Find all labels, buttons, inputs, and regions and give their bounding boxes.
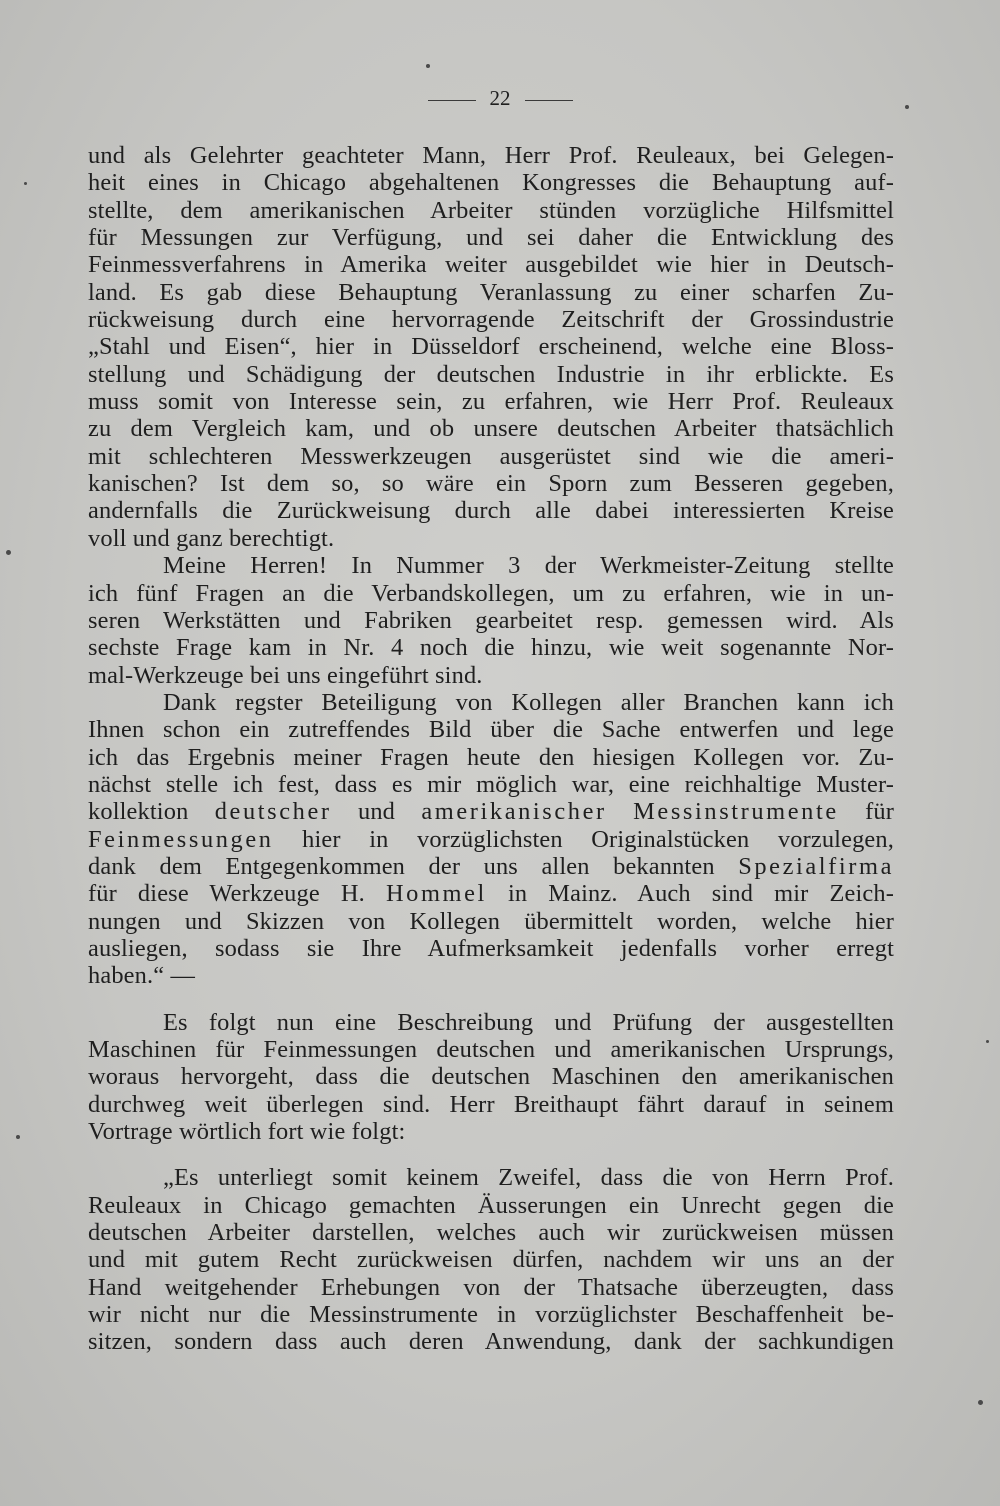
paragraph-1 (88, 142, 894, 552)
text-line: zu dem Vergleich kam, und ob unsere deutschen Arbeiter thatsächlich (88, 415, 894, 443)
text-line: für Messungen zur Verfügung, und sei daher die Entwicklung des (88, 224, 894, 252)
paragraph-4 (88, 1009, 894, 1146)
text-line: haben.“ — (88, 962, 195, 990)
text-line: stellung und Schädigung der deutschen Industrie in ihr erblickte. Es (88, 360, 894, 388)
text-line: durchweg weit überlegen sind. Herr Breithaupt fährt darauf in seinem (88, 1090, 894, 1118)
text-line: Feinmessungen hier in vorzüglichsten Originalstücken vorzulegen, (88, 825, 894, 853)
text-line: heit eines in Chicago abgehaltenen Kongresses die Behauptung auf- (88, 169, 894, 197)
scan-speck (426, 64, 430, 68)
text-line: woraus hervorgeht, dass die deutschen Maschinen den amerikanischen (88, 1063, 894, 1091)
text-line: Feinmessverfahrens in Amerika weiter ausgebildet wie hier in Deutsch- (88, 251, 894, 279)
text-line: und als Gelehrter geachteter Mann, Herr Prof. Reuleaux, bei Gelegen- (88, 142, 894, 169)
text-line: sechste Frage kam in Nr. 4 noch die hinzu, wie weit sogenannte Nor- (88, 634, 894, 662)
page-header (0, 84, 1000, 112)
text-line: Meine Herren! In Nummer 3 der Werkmeister-Zeitung stellte (163, 552, 894, 580)
text-line: Vortrage wörtlich fort wie folgt: (88, 1118, 406, 1146)
scan-speck (6, 550, 11, 555)
emphasized-word: Spezialfirma (738, 852, 894, 880)
text-line: Dank regster Beteiligung von Kollegen aller Branchen kann ich (163, 688, 894, 716)
paragraph-3 (88, 689, 894, 990)
body-text (88, 142, 894, 1356)
emphasized-word: amerikanischer (421, 798, 607, 826)
text-line: nächst stelle ich fest, dass es mir möglich war, eine reichhaltige Muster- (88, 770, 894, 798)
text-line: land. Es gab diese Behauptung Veranlassung zu einer scharfen Zu- (88, 278, 894, 306)
scan-speck (24, 182, 27, 185)
header-rule-right (525, 100, 573, 101)
text-line: deutschen Arbeiter darstellen, welches auch wir zurückweisen müssen (88, 1219, 894, 1247)
text-line: und mit gutem Recht zurückweisen dürfen, nachdem wir uns an der (88, 1246, 894, 1274)
text-line: muss somit von Interesse sein, zu erfahren, wie Herr Prof. Reuleaux (88, 388, 894, 416)
emphasized-word: Feinmessungen (88, 825, 274, 853)
text-line: für diese Werkzeuge H. Hommel in Mainz. Auch sind mir Zeich- (88, 880, 894, 908)
text-line: sitzen, sondern dass auch deren Anwendung, dank der sachkundigen (88, 1328, 894, 1356)
text-line: Maschinen für Feinmessungen deutschen und amerikanischen Ursprungs, (88, 1036, 894, 1063)
emphasized-word: Messinstrumente (633, 798, 839, 826)
text-line: „Stahl und Eisen“, hier in Düsseldorf erscheinend, welche eine Bloss- (88, 333, 894, 361)
text-line: Reuleaux in Chicago gemachten Äusserungen ein Unrecht gegen die (88, 1191, 894, 1219)
text-line: stellte, dem amerikanischen Arbeiter stünden vorzügliche Hilfsmittel (88, 196, 894, 224)
text-line: Ihnen schon ein zutreffendes Bild über die Sache entwerfen und lege (88, 716, 894, 744)
page-number: 22 (489, 86, 511, 110)
text-line: kollektion deutscher und amerikanischer Messinstrumente für (88, 798, 895, 826)
text-line: dank dem Entgegenkommen der uns allen bekannten Spezialfirma (88, 852, 894, 880)
text-line: ausliegen, sodass sie Ihre Aufmerksamkeit jedenfalls vorher erregt (88, 934, 894, 962)
text-line: andernfalls die Zurückweisung durch alle dabei interessierten Kreise (88, 497, 894, 525)
text-line: ich fünf Fragen an die Verbandskollegen, um zu erfahren, wie in un- (88, 579, 894, 607)
emphasized-word: deutscher (214, 798, 332, 826)
text-line: ich das Ergebnis meiner Fragen heute den hiesigen Kollegen vor. Zu- (88, 743, 894, 771)
text-line: wir nicht nur die Messinstrumente in vorzüglichster Beschaffenheit be- (88, 1301, 894, 1329)
text-line: voll und ganz berechtigt. (88, 524, 335, 552)
header-rule-left (428, 100, 476, 101)
scan-speck (905, 105, 909, 109)
scan-speck (16, 1135, 20, 1139)
paragraph-2 (88, 552, 894, 689)
text-line: „Es unterliegt somit keinem Zweifel, dass die von Herrn Prof. (163, 1164, 894, 1192)
text-line: seren Werkstätten und Fabriken gearbeitet resp. gemessen wird. Als (88, 606, 894, 634)
emphasized-word: Hommel (385, 880, 487, 908)
text-line: nungen und Skizzen von Kollegen übermittelt worden, welche hier (88, 907, 894, 935)
scan-speck (986, 1040, 989, 1043)
text-line: rückweisung durch eine hervorragende Zeitschrift der Grossindustrie (88, 306, 894, 334)
paragraph-5 (88, 1164, 894, 1355)
scan-speck (978, 1400, 983, 1405)
text-line: mal-Werkzeuge bei uns eingeführt sind. (88, 661, 483, 689)
text-line: mit schlechteren Messwerkzeugen ausgerüstet sind wie die ameri- (88, 442, 894, 470)
text-line: Es folgt nun eine Beschreibung und Prüfung der ausgestellten (163, 1008, 894, 1036)
text-line: kanischen? Ist dem so, so wäre ein Sporn zum Besseren gegeben, (88, 470, 894, 498)
text-line: Hand weitgehender Erhebungen von der Thatsache überzeugten, dass (88, 1273, 894, 1301)
